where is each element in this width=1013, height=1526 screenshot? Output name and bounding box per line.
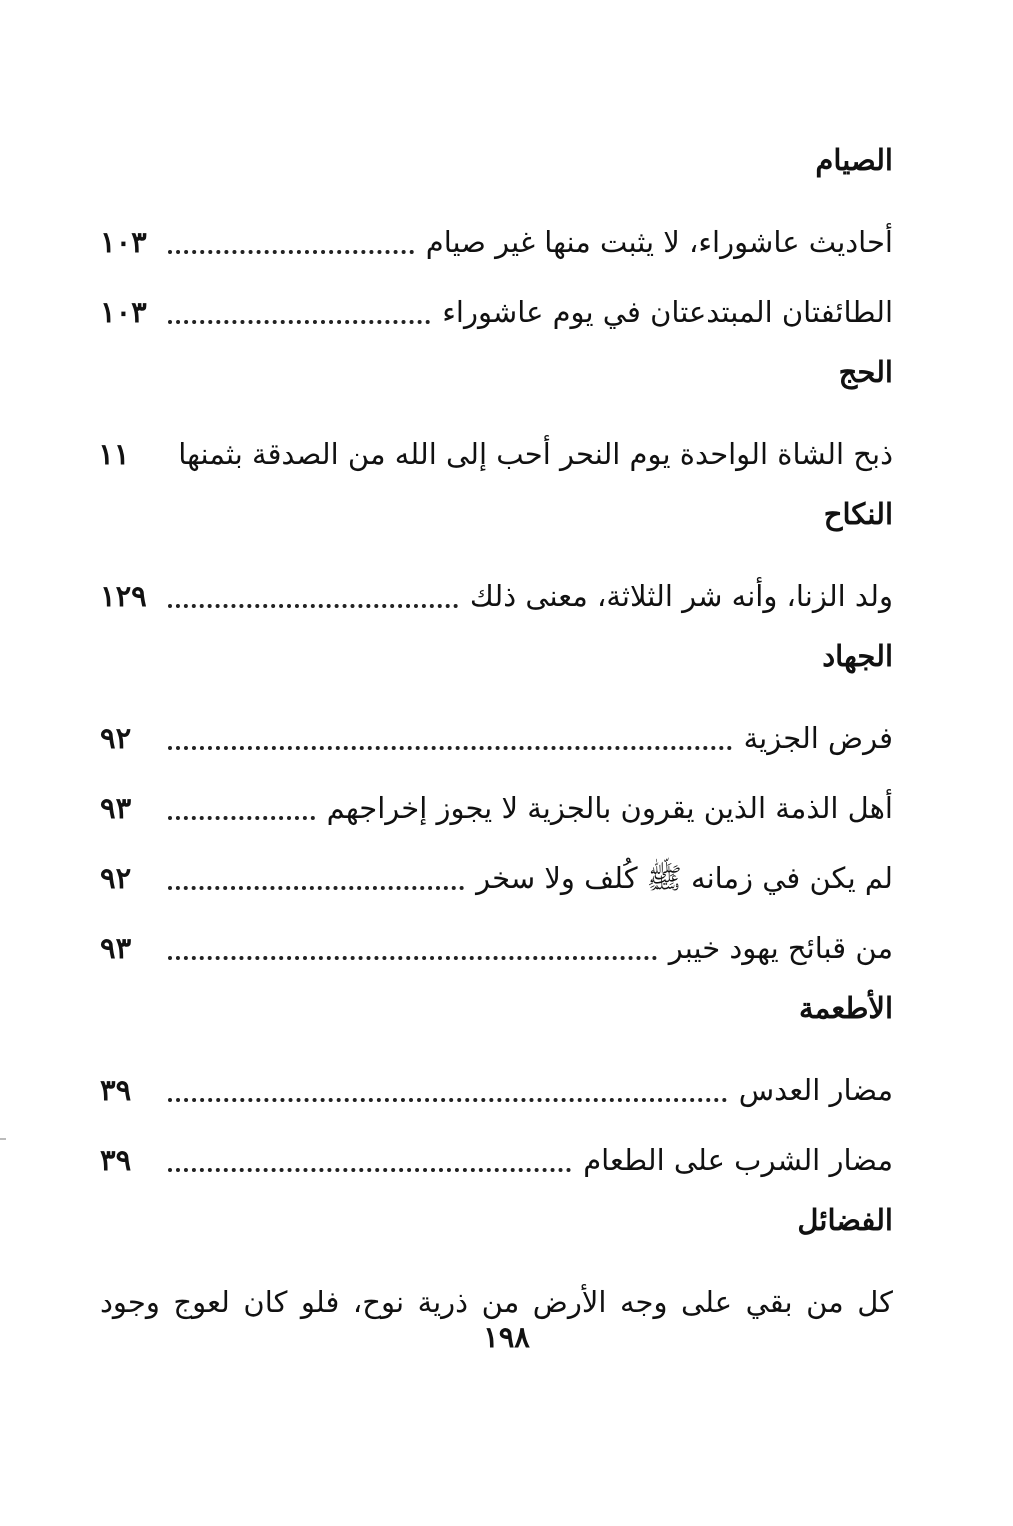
section-nikah <box>100 484 893 626</box>
entry-title: أحاديث عاشوراء، لا يثبت منها غير صيام <box>425 225 893 259</box>
entry-page: ٣٩ <box>100 1143 132 1177</box>
entry-title: أهل الذمة الذين يقرون بالجزية لا يجوز إخراجهم <box>326 791 893 825</box>
section-heading: الصيام <box>815 143 893 177</box>
section-hajj <box>100 342 893 484</box>
index-entry <box>100 1050 893 1120</box>
section-heading: الأطعمة <box>799 991 893 1025</box>
entry-page: ٩٢ <box>100 861 132 895</box>
section-jihad <box>100 626 893 978</box>
entry-title: الطائفتان المبتدعتان في يوم عاشوراء <box>442 295 893 329</box>
section-siyam <box>100 130 893 342</box>
index-entry <box>100 272 893 342</box>
entry-title: لم يكن في زمانه ﷺ كُلف ولا سخر <box>476 861 893 895</box>
section-heading: الفضائل <box>797 1203 893 1237</box>
index-entry <box>100 908 893 978</box>
page-number: ١٩٨ <box>483 1320 530 1354</box>
index-entry <box>100 202 893 272</box>
section-heading: الجهاد <box>822 639 893 673</box>
dot-leader <box>168 956 657 960</box>
entry-title: ذبح الشاة الواحدة يوم النحر أحب إلى الله من الصدقة بثمنها <box>178 437 893 471</box>
entry-title: فرض الجزية <box>743 721 893 755</box>
index-entry <box>100 698 893 768</box>
index-entry <box>100 1120 893 1190</box>
dot-leader <box>168 746 732 750</box>
entry-page: ١١ <box>98 437 130 471</box>
entry-page: ٩٣ <box>100 931 132 965</box>
index-entry <box>100 414 893 484</box>
entry-title: مضار العدس <box>738 1073 893 1107</box>
entry-title: ولد الزنا، وأنه شر الثلاثة، معنى ذلك <box>469 579 893 613</box>
entry-page: ١٠٣ <box>100 295 147 329</box>
dot-leader <box>168 886 464 890</box>
dot-leader <box>168 1098 727 1102</box>
section-heading: الحج <box>838 355 893 389</box>
section-heading: النكاح <box>823 497 893 531</box>
section-atima <box>100 978 893 1190</box>
dot-leader <box>168 816 315 820</box>
entry-page: ٩٣ <box>100 791 132 825</box>
entry-page: ١٢٩ <box>100 579 147 613</box>
index-entry <box>100 768 893 838</box>
index-entry <box>100 556 893 626</box>
entry-title: كل من بقي على وجه الأرض من ذرية نوح، فلو كان لعوج وجود <box>100 1285 893 1319</box>
section-fadail <box>100 1190 893 1332</box>
index-entry <box>100 838 893 908</box>
dot-leader <box>168 250 414 254</box>
entry-page: ٩٢ <box>100 721 132 755</box>
entry-page: ٣٩ <box>100 1073 132 1107</box>
dot-leader <box>168 320 430 324</box>
dot-leader <box>168 1168 571 1172</box>
index-list <box>100 130 893 1332</box>
scan-mark <box>0 1138 6 1140</box>
entry-title: مضار الشرب على الطعام <box>583 1143 893 1177</box>
dot-leader <box>168 604 458 608</box>
entry-title: من قبائح يهود خيبر <box>668 931 893 965</box>
entry-page: ١٠٣ <box>100 225 147 259</box>
